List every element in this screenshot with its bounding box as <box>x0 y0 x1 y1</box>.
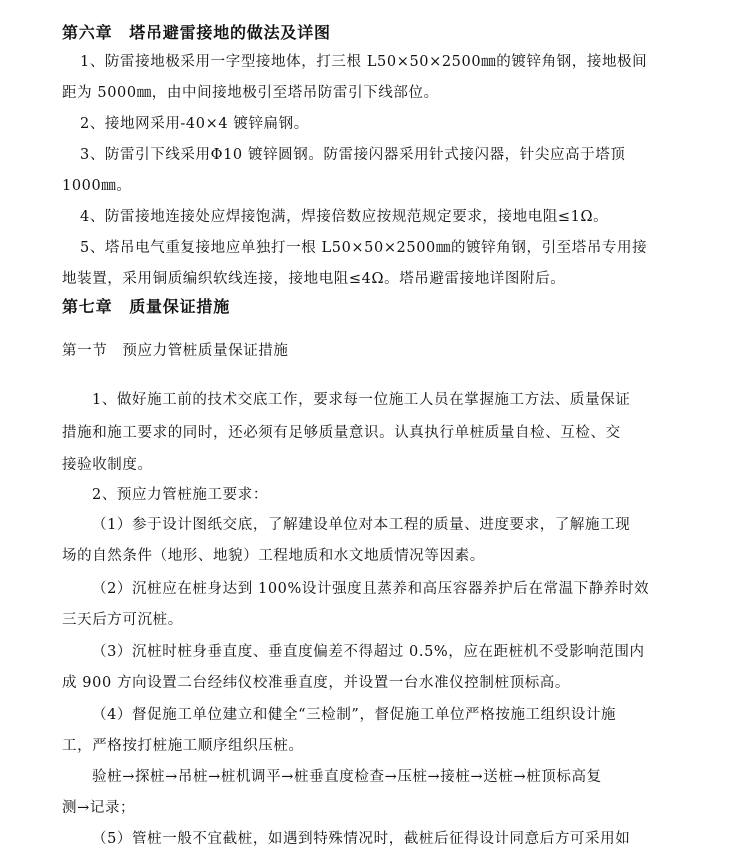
ch7-s2-line2: 三天后方可沉桩。 <box>62 612 183 628</box>
ch7-s4-line2: 工，严格按打桩施工顺序组织压桩。 <box>62 738 304 754</box>
ch7-section1-title: 第一节 预应力管桩质量保证措施 <box>62 343 289 359</box>
ch6-item5-line1: 5、塔吊电气重复接地应单独打一根 L50×50×2500㎜的镀锌角钢，引至塔吊专用接 <box>80 240 648 256</box>
ch7-s2-line1: （2）沉桩应在桩身达到 100%设计强度且蒸养和高压容器养护后在常温下静养时效 <box>92 581 650 597</box>
ch7-p2: 2、预应力管桩施工要求： <box>92 487 268 503</box>
ch7-s1-line2: 场的自然条件（地形、地貌）工程地质和水文地质情况等因素。 <box>62 548 485 564</box>
ch6-item1-line1: 1、防雷接地极采用一字型接地体，打三根 L50×50×2500㎜的镀锌角钢，接地极间 <box>80 54 648 70</box>
ch7-s4-line1: （4）督促施工单位建立和健全“三检制”，督促施工单位严格按施工组织设计施 <box>92 707 617 723</box>
ch7-s1-line1: （1）参于设计图纸交底，了解建设单位对本工程的质量、进度要求，了解施工现 <box>92 517 631 533</box>
ch7-flow-line1: 验桩→探桩→吊桩→桩机调平→桩垂直度检查→压桩→接桩→送桩→桩顶标高复 <box>92 769 602 785</box>
ch7-p1-line1: 1、做好施工前的技术交底工作，要求每一位施工人员在掌握施工方法、质量保证 <box>92 392 631 408</box>
ch6-item4: 4、防雷接地连接处应焊接饱满，焊接倍数应按规范规定要求，接地电阻≤1Ω。 <box>80 209 609 225</box>
ch7-s3-line1: （3）沉桩时桩身垂直度、垂直度偏差不得超过 0.5%，应在距桩机不受影响范围内 <box>92 644 645 660</box>
ch6-item1-line2: 距为 5000㎜，由中间接地极引至塔吊防雷引下线部位。 <box>62 85 439 101</box>
ch7-p1-line3: 接验收制度。 <box>62 457 153 473</box>
ch6-item2: 2、接地网采用-40×4 镀锌扁钢。 <box>80 116 309 132</box>
ch7-s3-line2: 成 900 方向设置二台经纬仪校准垂直度，并设置一台水准仪控制桩顶标高。 <box>62 675 570 691</box>
chapter6-title: 第六章 塔吊避雷接地的做法及详图 <box>62 23 331 42</box>
ch6-item3-line1: 3、防雷引下线采用Φ10 镀锌圆钢。防雷接闪器采用针式接闪器，针尖应高于塔顶 <box>80 147 626 163</box>
ch7-p1-line2: 措施和施工要求的同时，还必须有足够质量意识。认真执行单桩质量自检、互检、交 <box>62 425 621 441</box>
ch7-s5-line1: （5）管桩一般不宜截桩，如遇到特殊情况时，截桩后征得设计同意后方可采用如 <box>92 831 631 847</box>
chapter7-title: 第七章 质量保证措施 <box>62 297 231 316</box>
ch7-flow-line2: 测→记录； <box>62 800 136 816</box>
ch6-item5-line2: 地装置，采用铜质编织软线连接，接地电阻≤4Ω。塔吊避雷接地详图附后。 <box>62 271 566 287</box>
ch6-item3-line2: 1000㎜。 <box>62 178 132 194</box>
